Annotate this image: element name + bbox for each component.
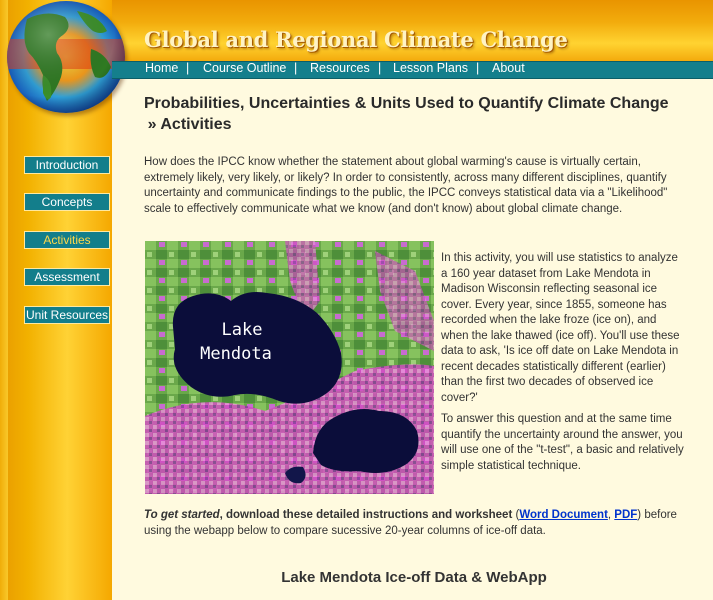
map-label-mendota: Mendota <box>200 344 272 364</box>
ttest-paragraph: To answer this question and at the same time quantify the uncertainty around the answer, you will use one of the "t-test", a basic and relatively simple statistical technique. <box>441 413 684 472</box>
nav-separator: | <box>186 61 190 75</box>
lake-mendota-map <box>145 241 434 494</box>
paren-close: ) <box>637 509 642 521</box>
word-document-link[interactable]: Word Document <box>519 509 608 521</box>
sidebar-item-activities[interactable]: Activities <box>24 231 110 249</box>
breadcrumb: » Activities <box>147 116 232 133</box>
nav-resources[interactable]: Resources <box>310 61 370 75</box>
page-title-text: Probabilities, Uncertainties & Units Used to Quantify Climate Change <box>144 95 669 112</box>
sidebar-item-unit-resources[interactable]: Unit Resources <box>25 308 109 322</box>
sidebar-item-introduction[interactable]: Introduction <box>24 156 110 174</box>
nav-separator: | <box>378 61 382 75</box>
get-started-tail: before using the webapp below to compare sucessive 20-year columns of ice-off data. <box>144 509 677 537</box>
get-started-bold: , download these detailed instructions and worksheet <box>219 509 513 521</box>
get-started-lead: To get started <box>144 509 220 521</box>
get-started-paragraph <box>144 508 684 539</box>
nav-lesson-plans[interactable]: Lesson Plans <box>393 61 469 75</box>
intro-paragraph: How does the IPCC know whether the statement about global warming's cause is virtually certain, extremely likely, very likely, or likely? In order to consistently, across many different disciplines, quantify uncertainty and communicate findings to the public, the IPCC conveys statistical data via a "Likelihood" scale to effectively communicate what we know (and don't know) about global climate change. <box>144 156 668 215</box>
map-label-lake: Lake <box>221 320 263 340</box>
globe-logo <box>7 1 125 113</box>
sidebar-item-concepts[interactable]: Concepts <box>24 193 110 211</box>
nav-about[interactable]: About <box>492 61 525 75</box>
nav-course-outline[interactable]: Course Outline <box>203 61 287 75</box>
left-column-edge <box>0 0 8 600</box>
page-title <box>144 93 684 135</box>
nav-separator: | <box>294 61 298 75</box>
nav-home[interactable]: Home <box>145 61 179 75</box>
activity-paragraph: In this activity, you will use statistics to analyze a 160 year dataset from Lake Mendota in Madison Wisconsin reflecting seasonal ice cover. Every year, since 1855, someone has recorded when the lake froze (ice on), and when the lake thawed (ice off). You'll use these data to ask, 'Is ice off date on Lake Mendota in recent decades statistically different (earlier) than the first two decades of observed ice cover?' <box>441 252 680 404</box>
webapp-section-title: Lake Mendota Ice-off Data & WebApp <box>281 569 547 586</box>
nav-separator: | <box>476 61 480 75</box>
paren-open: ( <box>512 509 520 521</box>
pdf-link[interactable]: PDF <box>614 509 638 521</box>
sidebar-item-assessment[interactable]: Assessment <box>24 268 110 286</box>
site-title: Global and Regional Climate Change <box>144 27 568 52</box>
comma: , <box>607 509 615 521</box>
